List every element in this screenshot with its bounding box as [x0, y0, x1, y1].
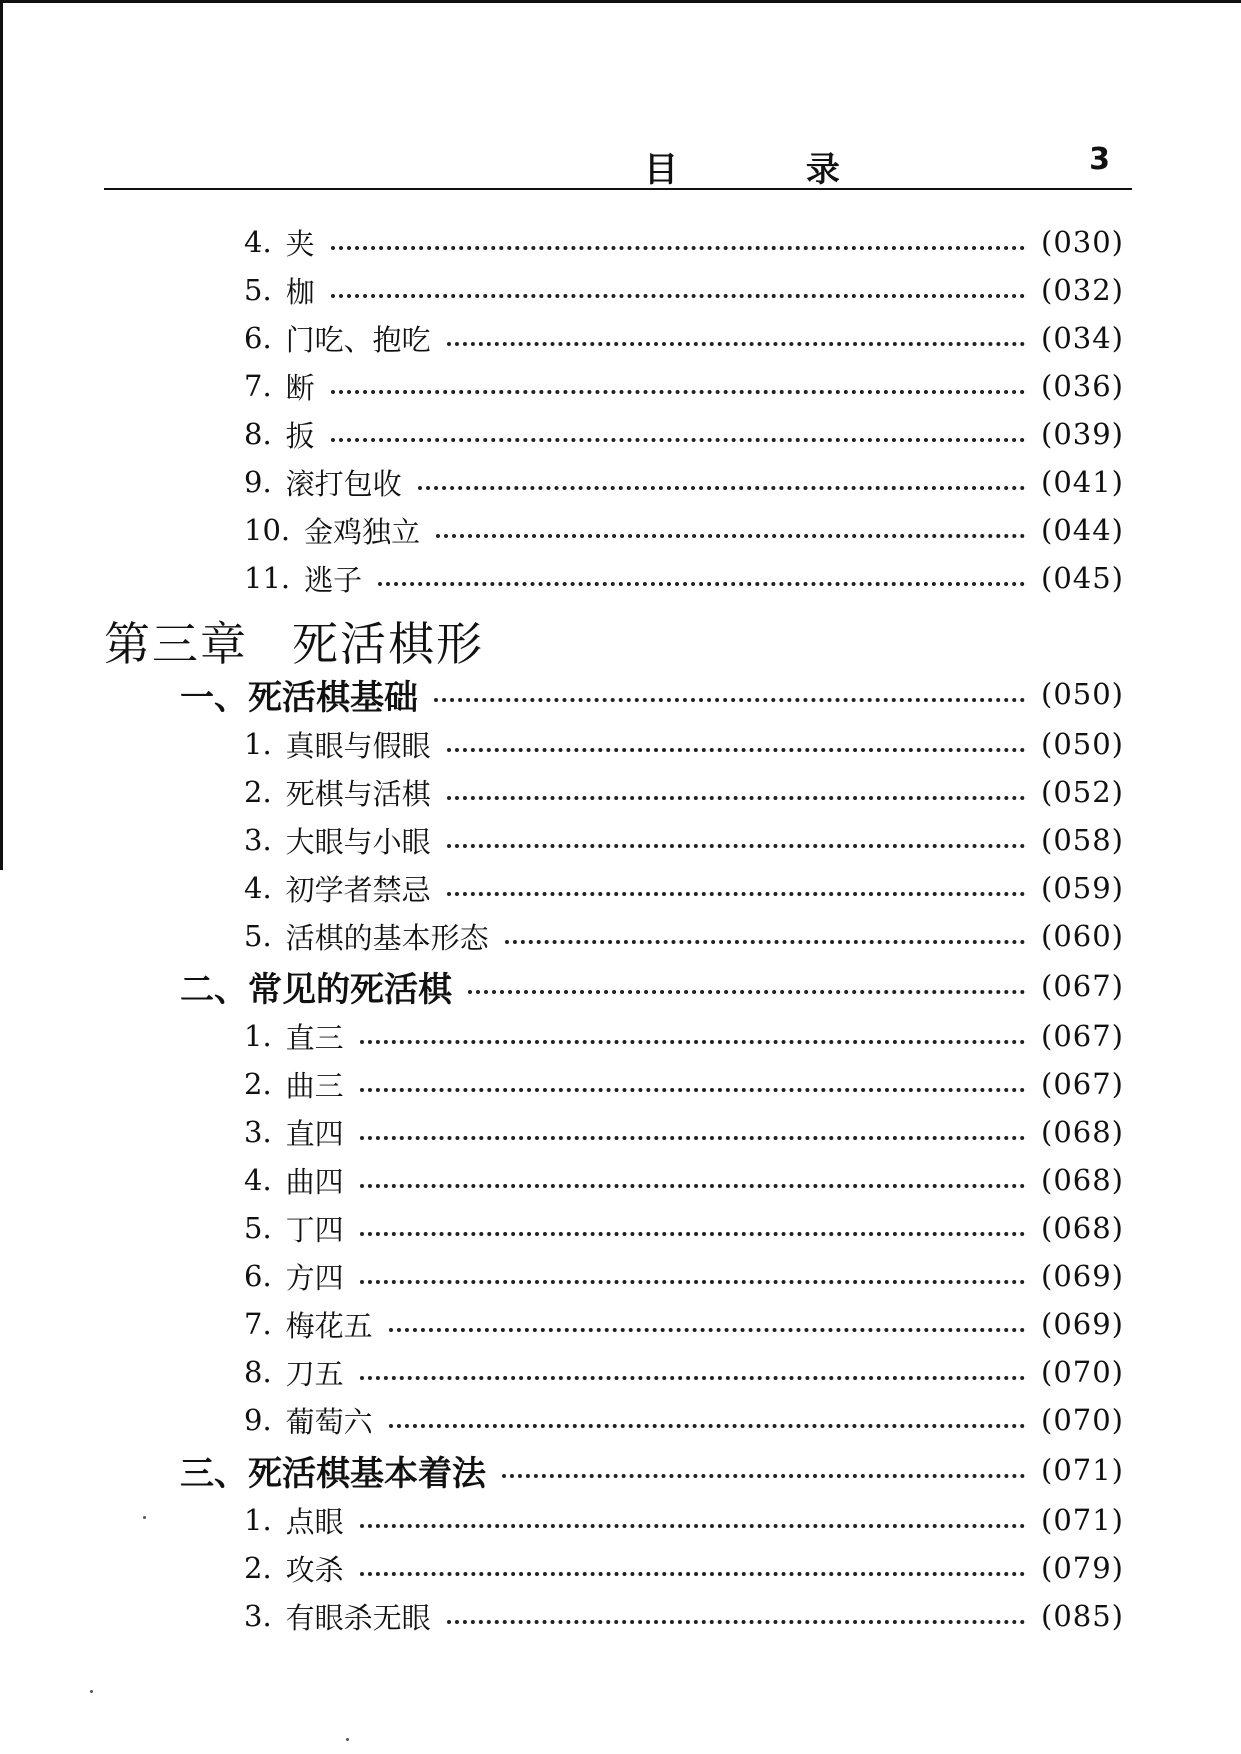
entry-page: (050): [1041, 727, 1124, 761]
toc-entry: [0, 770, 1124, 814]
page-top-border: [0, 0, 1241, 3]
dot-leader: [447, 892, 1025, 896]
dot-leader: [360, 1040, 1025, 1044]
toc-section: [0, 1448, 1124, 1492]
entry-page: (070): [1041, 1355, 1124, 1389]
scan-speck: [143, 1516, 146, 1519]
entry-page: (032): [1041, 273, 1124, 307]
entry-page: (034): [1041, 321, 1124, 355]
dot-leader: [331, 390, 1025, 394]
entry-number: 8.: [244, 1355, 272, 1389]
toc-entry: [0, 556, 1124, 600]
entry-title: 枷: [285, 274, 315, 309]
toc-entry: [0, 268, 1124, 312]
entry-title: 滚打包收: [285, 466, 402, 501]
section-page: (071): [1041, 1453, 1124, 1487]
dot-leader: [447, 748, 1025, 752]
entry-number: 1.: [244, 727, 272, 761]
entry-number: 2.: [244, 1067, 272, 1101]
entry-number: 4.: [244, 871, 272, 905]
entry-page: (085): [1041, 1599, 1124, 1633]
entry-number: 3.: [244, 1115, 272, 1149]
entry-title: 死棋与活棋: [285, 776, 431, 811]
entry-page: (079): [1041, 1551, 1124, 1585]
section-title: 二、常见的死活棋: [180, 969, 452, 1010]
entry-title: 点眼: [285, 1504, 344, 1539]
dot-leader: [389, 1424, 1025, 1428]
dot-leader: [331, 294, 1025, 298]
dot-leader: [331, 246, 1025, 250]
entry-number: 6.: [244, 321, 272, 355]
dot-leader: [331, 438, 1025, 442]
dot-leader: [447, 342, 1025, 346]
entry-title: 曲三: [285, 1068, 344, 1103]
toc-entry: [0, 1206, 1124, 1250]
toc-entry: [0, 818, 1124, 862]
entry-page: (058): [1041, 823, 1124, 857]
entry-page: (067): [1041, 1019, 1124, 1053]
entry-title: 门吃、抱吃: [285, 322, 431, 357]
entry-number: 7.: [244, 1307, 272, 1341]
dot-leader: [502, 1474, 1025, 1478]
entry-title: 逃子: [304, 562, 363, 597]
scan-speck: [90, 1690, 93, 1693]
entry-title: 葡萄六: [285, 1404, 373, 1439]
entry-page: (069): [1041, 1307, 1124, 1341]
entry-page: (068): [1041, 1211, 1124, 1245]
toc-entry: [0, 1350, 1124, 1394]
toc-entry: [0, 1158, 1124, 1202]
entry-number: 3.: [244, 823, 272, 857]
entry-number: 7.: [244, 369, 272, 403]
entry-title: 直四: [285, 1116, 344, 1151]
dot-leader: [360, 1376, 1025, 1380]
page-header: [104, 138, 1132, 190]
entry-page: (068): [1041, 1163, 1124, 1197]
entry-title: 刀五: [285, 1356, 344, 1391]
entry-title: 攻杀: [285, 1552, 344, 1587]
entry-page: (070): [1041, 1403, 1124, 1437]
dot-leader: [468, 990, 1025, 994]
entry-page: (036): [1041, 369, 1124, 403]
toc-entry: [0, 722, 1124, 766]
entry-page: (069): [1041, 1259, 1124, 1293]
section-title: 一、死活棋基础: [180, 677, 418, 718]
dot-leader: [360, 1280, 1025, 1284]
dot-leader: [505, 940, 1025, 944]
dot-leader: [360, 1524, 1025, 1528]
entry-page: (030): [1041, 225, 1124, 259]
entry-title: 真眼与假眼: [285, 728, 431, 763]
entry-title: 梅花五: [285, 1308, 373, 1343]
dot-leader: [360, 1088, 1025, 1092]
entry-title: 夹: [285, 226, 315, 261]
entry-title: 初学者禁忌: [285, 872, 431, 907]
section-page: (050): [1041, 677, 1124, 711]
entry-number: 9.: [244, 465, 272, 499]
entry-title: 丁四: [285, 1212, 344, 1247]
entry-number: 5.: [244, 273, 272, 307]
entry-number: 8.: [244, 417, 272, 451]
dot-leader: [389, 1328, 1025, 1332]
dot-leader: [360, 1136, 1025, 1140]
entry-page: (067): [1041, 1067, 1124, 1101]
toc-entry: [0, 1498, 1124, 1542]
toc-entry: [0, 412, 1124, 456]
entry-number: 3.: [244, 1599, 272, 1633]
entry-number: 4.: [244, 1163, 272, 1197]
dot-leader: [360, 1232, 1025, 1236]
toc-entry: [0, 1014, 1124, 1058]
toc-entry: [0, 1062, 1124, 1106]
toc-entry: [0, 1254, 1124, 1298]
entry-number: 1.: [244, 1503, 272, 1537]
entry-title: 扳: [285, 418, 315, 453]
entry-page: (060): [1041, 919, 1124, 953]
chapter-title: 死活棋形: [292, 617, 484, 671]
entry-number: 5.: [244, 1211, 272, 1245]
toc-entry: [0, 1594, 1124, 1638]
toc-entry: [0, 1546, 1124, 1590]
entry-number: 5.: [244, 919, 272, 953]
page-number: 3: [1089, 142, 1110, 177]
header-title: 目 录: [644, 150, 898, 190]
entry-title: 金鸡独立: [304, 514, 421, 549]
toc-entry: [0, 316, 1124, 360]
section-title: 三、死活棋基本着法: [180, 1453, 486, 1494]
chapter-heading: [104, 608, 484, 674]
toc-entry: [0, 1398, 1124, 1442]
entry-number: 11.: [244, 561, 291, 595]
entry-page: (071): [1041, 1503, 1124, 1537]
entry-title: 方四: [285, 1260, 344, 1295]
entry-page: (044): [1041, 513, 1124, 547]
entry-page: (039): [1041, 417, 1124, 451]
scan-speck: [346, 1738, 349, 1741]
entry-number: 4.: [244, 225, 272, 259]
chapter-label: 第三章: [104, 617, 248, 671]
entry-number: 2.: [244, 1551, 272, 1585]
dot-leader: [360, 1572, 1025, 1576]
entry-number: 10.: [244, 513, 291, 547]
dot-leader: [447, 1620, 1025, 1624]
dot-leader: [378, 582, 1025, 586]
dot-leader: [418, 486, 1025, 490]
entry-number: 2.: [244, 775, 272, 809]
entry-title: 有眼杀无眼: [285, 1600, 431, 1635]
section-page: (067): [1041, 969, 1124, 1003]
entry-title: 直三: [285, 1020, 344, 1055]
toc-entry: [0, 1110, 1124, 1154]
dot-leader: [447, 796, 1025, 800]
entry-page: (052): [1041, 775, 1124, 809]
entry-page: (045): [1041, 561, 1124, 595]
toc-entry: [0, 364, 1124, 408]
toc-section: [0, 672, 1124, 716]
entry-number: 1.: [244, 1019, 272, 1053]
dot-leader: [434, 698, 1025, 702]
toc-entry: [0, 220, 1124, 264]
dot-leader: [447, 844, 1025, 848]
toc-entry: [0, 866, 1124, 910]
dot-leader: [360, 1184, 1025, 1188]
entry-title: 断: [285, 370, 315, 405]
entry-title: 活棋的基本形态: [285, 920, 489, 955]
entry-page: (068): [1041, 1115, 1124, 1149]
entry-page: (041): [1041, 465, 1124, 499]
entry-number: 6.: [244, 1259, 272, 1293]
toc-section: [0, 964, 1124, 1008]
entry-page: (059): [1041, 871, 1124, 905]
entry-title: 大眼与小眼: [285, 824, 431, 859]
toc-entry: [0, 914, 1124, 958]
toc-entry: [0, 1302, 1124, 1346]
entry-number: 9.: [244, 1403, 272, 1437]
toc-entry: [0, 508, 1124, 552]
toc-entry: [0, 460, 1124, 504]
entry-title: 曲四: [285, 1164, 344, 1199]
dot-leader: [436, 534, 1025, 538]
